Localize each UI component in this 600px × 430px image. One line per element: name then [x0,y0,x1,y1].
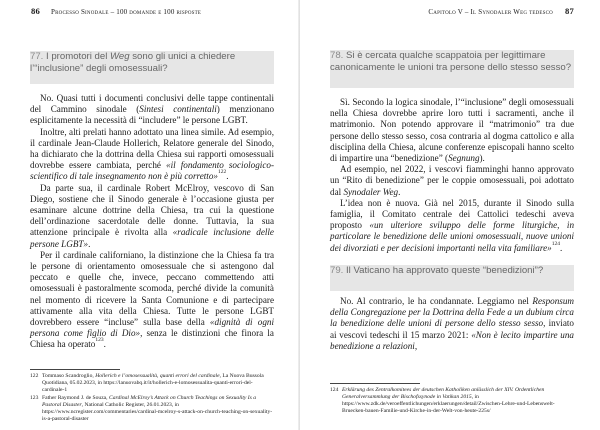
question-78-box [330,50,574,88]
footnote-ref: 124 [551,240,560,247]
question-79-title: 79. Il Vaticano ha approvato queste “benedizioni”? [330,265,544,276]
page-number: 87 [565,6,574,16]
right-body-text-2 [330,296,574,352]
footnote-124: 124 Erklärung des Zentralkomitees der deutschen Katholiken anlässlich der XIV. Ordentlichen Generalversammlung der Bischofssynode in Vatikan 2015, in https://www.zdk.de/veroeffentlichungen/erklaerungen/detail/Zwischen-Lehre-und-Lebenswelt-Bruecken-bauen-Familie-und-Kirche-in-der-Welt-von-heute-225s/ [330,387,555,414]
footnote-123: 123 Father Raymond J. de Souza, Cardinal McElroy’s Attack on Church Teachings on Sexuality Is a Pastoral Disaster, National Catholic Register, 26.01.2023, in https://www.ncregister.com/commentaries/cardinal-mcelroy-s-attack-on-church-teaching-on-sexuality-is-a-pastoral-disaster [30,395,273,422]
left-body-text [30,93,274,351]
question-77-box [30,51,274,84]
footnote-122: 122 Tommaso Scandroglio, Hollerich e l’omosessualità, quanti errori del cardinale, La Nuova Bussola Quotidiana, 05.02.2023, in https://lanuovabq.it/it/hollerich-e-lomosessualita-quanti-errori-del-cardinale-1 [30,373,264,393]
paragraph: No. Al contrario, le ha condannate. Leggiamo nel Responsum della Congregazione per la Dottrina della Fede a un dubium circa la benedizione delle unioni di persone dello stesso sesso, inviato ai vescovi tedeschi il 15 marzo 2021: «Non è lecito impartire una benedizione a relazioni, [330,296,574,351]
paragraph: No. Quasi tutti i documenti conclusivi delle tappe continentali del Cammino sinodale (Sintesi continentali) menzionano esplicitamente la necessità di “includere” le persone LGBT. [30,93,275,126]
paragraph: Inoltre, alti prelati hanno adottato una linea simile. Ad esempio, il cardinale Jean-Claude Hollerich, Relatore generale del Sinodo, ha dichiarato che la dottrina della Chiesa sui rapporti omosessuali dovrebbe essere cambiata, perché «il fondamento sociologico-scientifico di tale insegnamento non è più corretto»$^{122}$. [30,126,274,182]
paragraph: Per il cardinale californiano, la distinzione che la Chiesa fa tra le persone di orientamento omosessuale che si astengono dal peccato e quelle che, invece, peccano commettendo atti omosessuali è pastoralmente scomoda, perché divide la comunità nel momento di ricevere la Santa Comunione e di partecipare attivamente alla vita della Chiesa. Tutte le persone LGBT dovrebbero essere “incluse” sulla base della «dignità di ogni persona come figlio di Dio», senza le distinzioni che finora la Chiesa ha operato$^{123}$. [30,249,274,350]
right-page [300,0,600,430]
footnote-ref: 122 [217,169,227,176]
paragraph: Sì. Secondo la logica sinodale, l’“inclusione” degli omosessuali nella Chiesa dovrebbe aprire loro tutti i sacramenti, anche il matrimonio. Non potendo approvare il “matrimonio” tra due persone dello stesso sesso, cosa contraria al dogma cattolico e alla disciplina della Chiesa, alcune conferenze episcopali hanno scelto di impartire una “benedizione” (Segnung). [330,97,574,164]
paragraph: Da parte sua, il cardinale Robert McElroy, vescovo di San Diego, sostiene che il Sinodo generale è l’occasione giusta per esaminare alcune dottrine della Chiesa, tra cui la questione dell’ordinazione sacerdotale delle donne. Tuttavia, la sua attenzione principale è rivolta alla «radicale inclusione delle persone LGBT». [30,182,274,249]
footnote-rule [330,383,420,384]
footnote-rule [30,369,120,370]
paragraph: Ad esempio, nel 2022, i vescovi fiamminghi hanno approvato un “Rito di benedizione” per le coppie omosessuali, poi adottato dal Synodaler Weg. [330,164,574,197]
running-head-title: Processo Sinodale – 100 domande e 100 risposte [51,7,202,16]
running-head-title: Capitolo V – Il Synodaler Weg tedesco [428,7,553,16]
question-77-title: 77. I promotori del Weg sono gli unici a chiedere l’“inclusione” degli omosessuali? [30,51,236,74]
question-79-box [330,265,574,291]
question-78-title: 78. Si è cercata qualche scappatoia per legittimare canonicamente le unioni tra persone dello stesso sesso? [330,50,572,73]
page-number: 86 [31,6,40,16]
paragraph: L’idea non è nuova. Già nel 2015, durante il Sinodo sulla famiglia, il Comitato centrale dei Cattolici tedeschi aveva proposto «un ulteriore sviluppo delle forme liturgiche, in particolare le benedizione delle unioni omosessuali, nuove unioni dei divorziati e per decisioni importanti nella vita familiare»$^{124}$. [330,197,575,253]
footnote-ref: 123 [95,337,104,344]
right-body-text-1 [330,97,574,254]
